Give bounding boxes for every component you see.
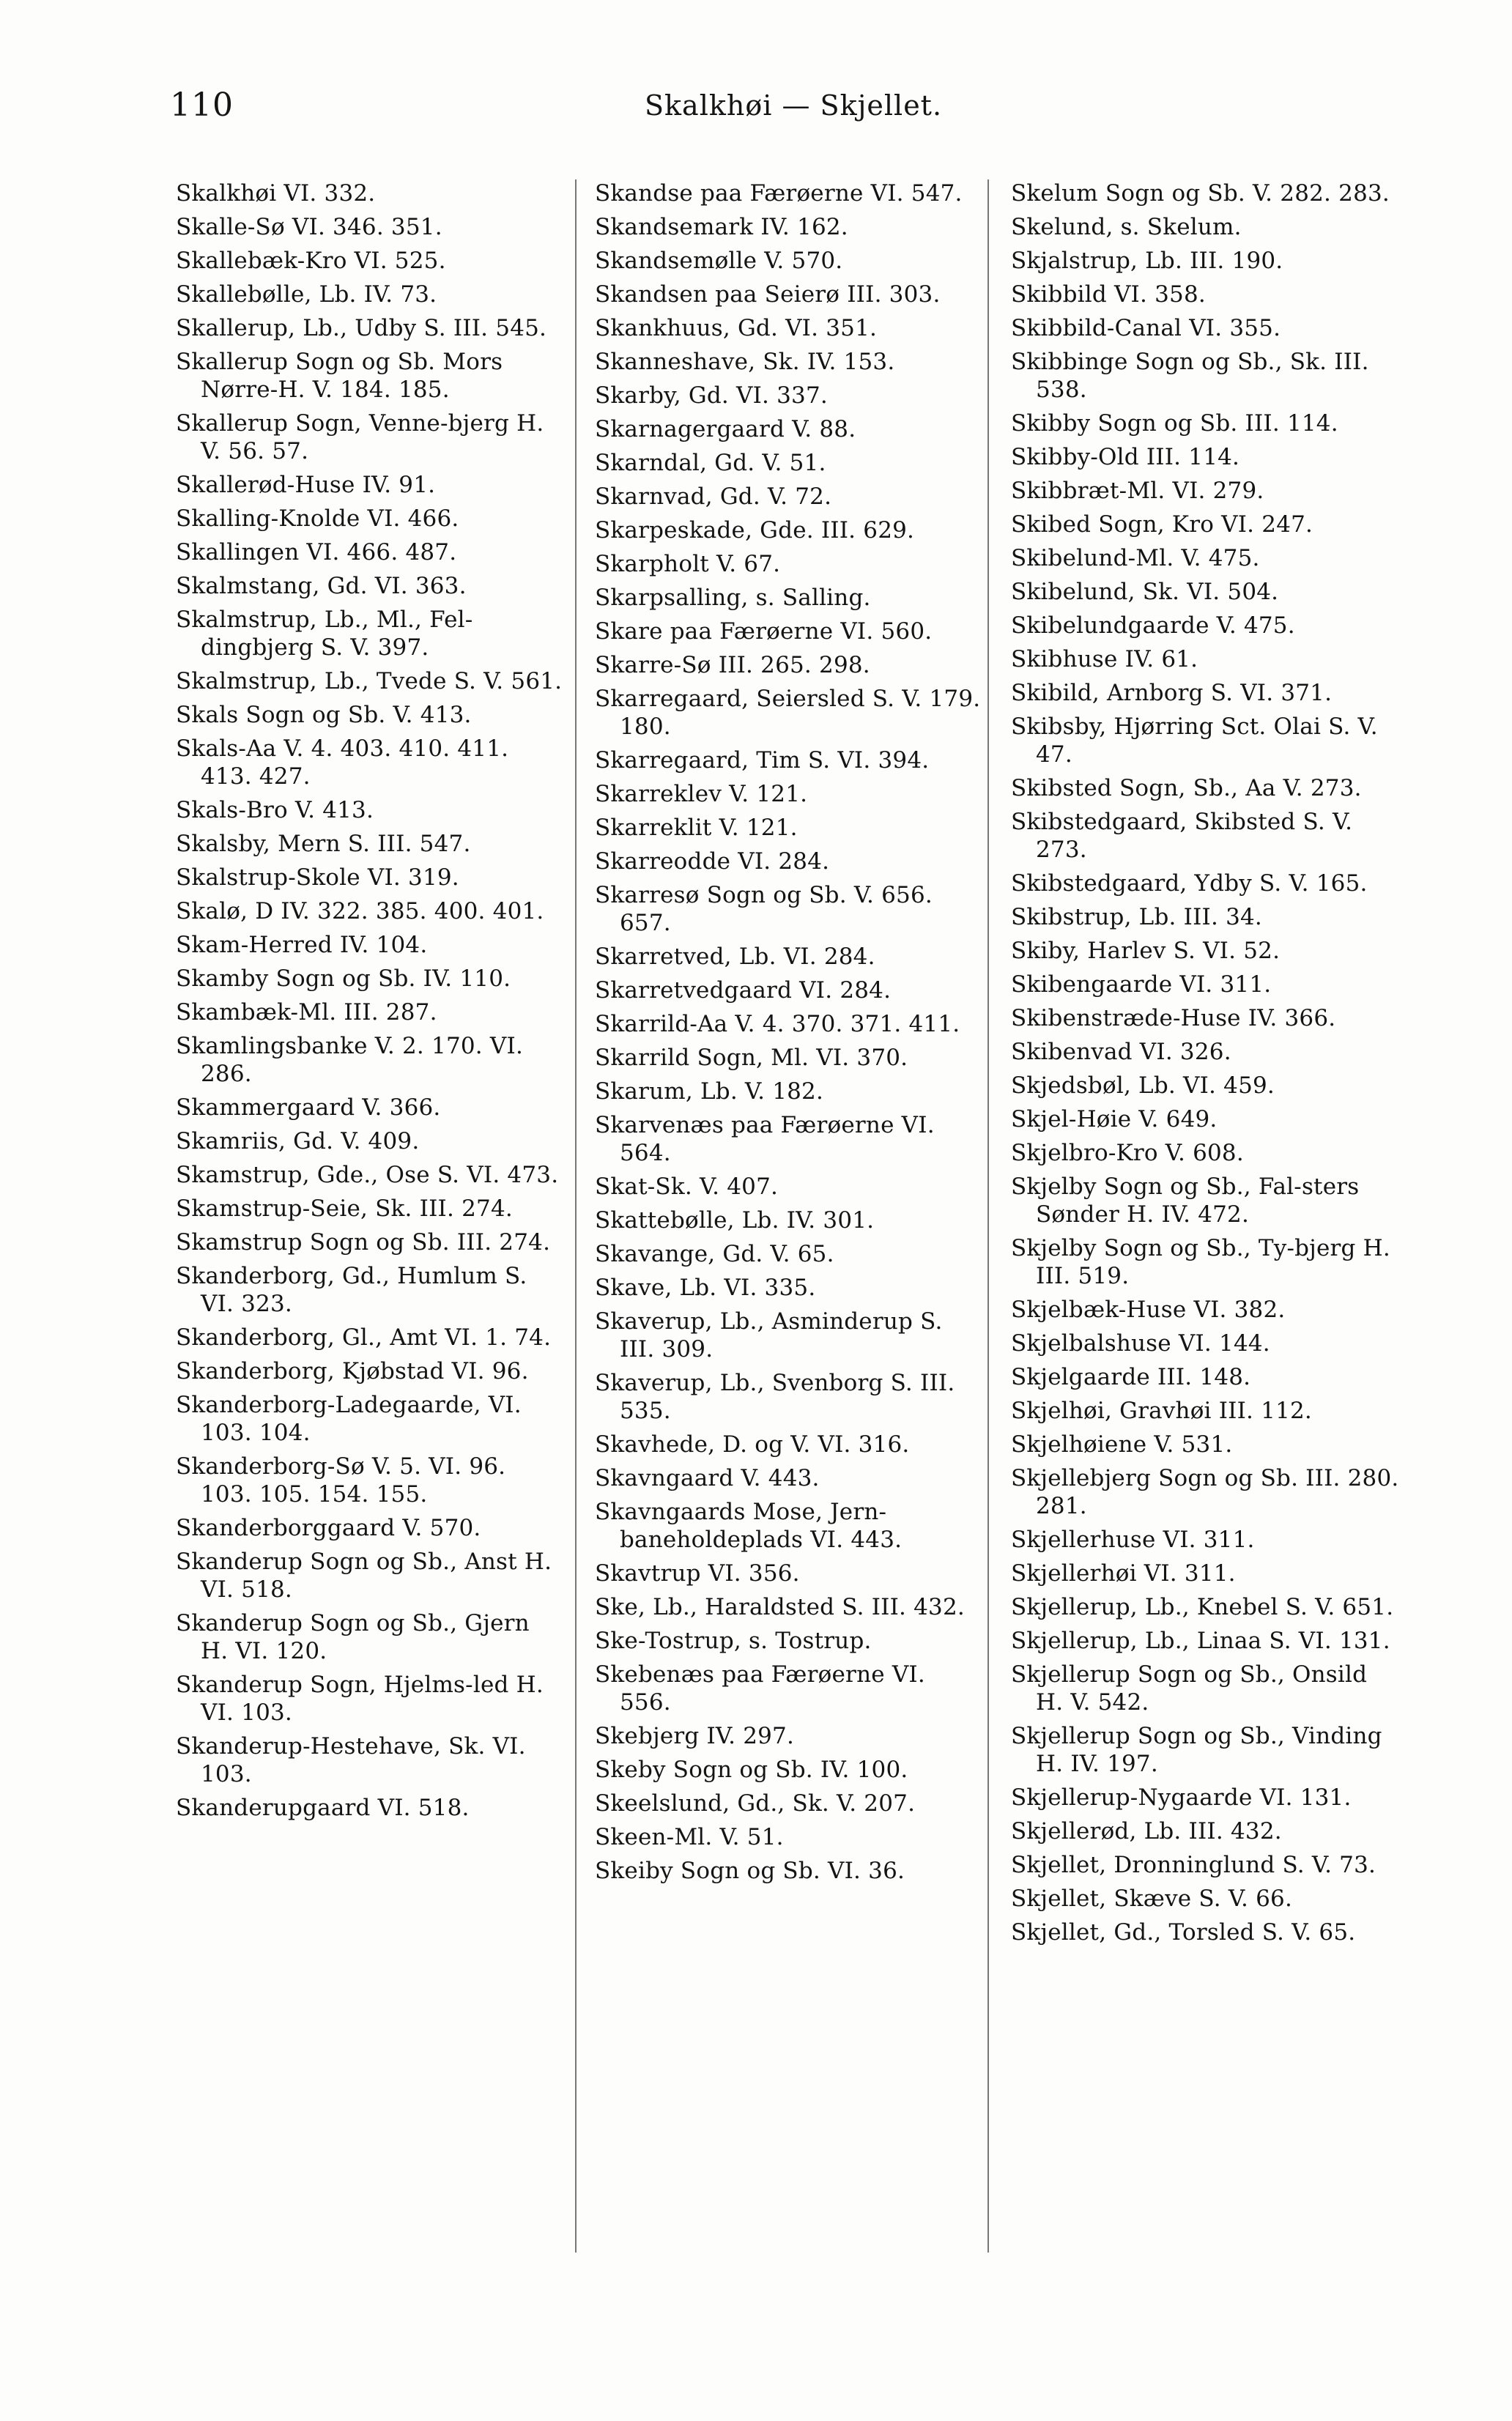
index-entry: Skamstrup-Seie, Sk. III. 274. <box>176 1195 513 1222</box>
index-entry: Skanderup-Hestehave, Sk. VI. 103. <box>176 1733 526 1787</box>
index-entry: Skibenstræde-Huse IV. 366. <box>1011 1005 1336 1031</box>
index-entry: Skibbinge Sogn og Sb., Sk. III. 538. <box>1011 349 1369 403</box>
page-number: 110 <box>170 86 234 124</box>
index-entry: Skjelhøi, Gravhøi III. 112. <box>1011 1398 1312 1424</box>
index-entry: Skibhuse IV. 61. <box>1011 646 1198 672</box>
index-entry: Skalling-Knolde VI. 466. <box>176 505 459 532</box>
index-entry: Skamstrup Sogn og Sb. III. 274. <box>176 1229 551 1256</box>
index-entry: Skanderupgaard VI. 518. <box>176 1795 470 1821</box>
index-entry: Skallerup Sogn og Sb. Mors Nørre-H. V. 184. 185. <box>176 349 503 403</box>
index-entry: Skibelundgaarde V. 475. <box>1011 612 1295 639</box>
index-entry: Skambæk-Ml. III. 287. <box>176 999 437 1026</box>
index-entry: Skarreklit V. 121. <box>595 815 798 841</box>
index-entry: Skarum, Lb. V. 182. <box>595 1078 824 1105</box>
index-entry: Skarby, Gd. VI. 337. <box>595 382 828 409</box>
index-entry: Skave, Lb. VI. 335. <box>595 1275 816 1301</box>
index-entry: Skalmstang, Gd. VI. 363. <box>176 573 467 599</box>
index-entry: Skalkhøi VI. 332. <box>176 180 376 207</box>
index-entry: Skjelgaarde III. 148. <box>1011 1364 1251 1390</box>
index-entry: Skavngaard V. 443. <box>595 1465 820 1491</box>
index-entry: Skibby-Old III. 114. <box>1011 444 1240 470</box>
index-entry: Skibengaarde VI. 311. <box>1011 971 1272 998</box>
index-entry: Skaverup, Lb., Svenborg S. III. 535. <box>595 1370 955 1424</box>
index-entry: Skallerup Sogn, Venne-bjerg H. V. 56. 57. <box>176 410 544 464</box>
index-entry: Skam-Herred IV. 104. <box>176 932 428 958</box>
index-entry: Skavange, Gd. V. 65. <box>595 1241 834 1267</box>
index-entry: Skalmstrup, Lb., Tvede S. V. 561. <box>176 668 563 694</box>
index-column-1 <box>176 179 564 1828</box>
index-entry: Skanderborg-Ladegaarde, VI. 103. 104. <box>176 1392 522 1446</box>
index-entry: Skibbild VI. 358. <box>1011 281 1206 308</box>
index-entry: Skibild, Arnborg S. VI. 371. <box>1011 680 1333 706</box>
index-entry: Skjel-Høie V. 649. <box>1011 1106 1218 1132</box>
index-entry: Skibsted Sogn, Sb., Aa V. 273. <box>1011 775 1362 801</box>
index-entry: Skare paa Færøerne VI. 560. <box>595 618 933 645</box>
index-entry: Skanderborg, Gd., Humlum S. VI. 323. <box>176 1263 527 1317</box>
index-entry: Skjelbalshuse VI. 144. <box>1011 1330 1270 1357</box>
index-entry: Skankhuus, Gd. VI. 351. <box>595 315 878 341</box>
index-entry: Skals-Aa V. 4. 403. 410. 411. 413. 427. <box>176 735 509 790</box>
index-entry: Skallingen VI. 466. 487. <box>176 539 457 566</box>
index-entry: Skavtrup VI. 356. <box>595 1560 800 1587</box>
index-entry: Skandsemølle V. 570. <box>595 248 843 274</box>
index-entry: Skjellerup, Lb., Knebel S. V. 651. <box>1011 1594 1394 1620</box>
index-entry: Skibsby, Hjørring Sct. Olai S. V. 47. <box>1011 713 1378 768</box>
index-entry: Skjellerup, Lb., Linaa S. VI. 131. <box>1011 1628 1390 1654</box>
index-entry: Skjelby Sogn og Sb., Fal-sters Sønder H. IV. 472. <box>1011 1174 1360 1228</box>
index-entry: Skarretvedgaard VI. 284. <box>595 977 892 1004</box>
index-entry: Skarregaard, Seiersled S. V. 179. 180. <box>595 686 981 740</box>
index-entry: Skanneshave, Sk. IV. 153. <box>595 349 895 375</box>
index-entry: Skebjerg IV. 297. <box>595 1723 795 1749</box>
index-entry: Skelum Sogn og Sb. V. 282. 283. <box>1011 180 1390 207</box>
index-entry: Skallerød-Huse IV. 91. <box>176 472 436 498</box>
index-entry: Skamby Sogn og Sb. IV. 110. <box>176 965 511 992</box>
index-entry: Skjellerhøi VI. 311. <box>1011 1560 1236 1587</box>
index-entry: Skanderborg-Sø V. 5. VI. 96. 103. 105. 154. 155. <box>176 1453 506 1508</box>
index-entry: Ske-Tostrup, s. Tostrup. <box>595 1628 872 1654</box>
index-entry: Skanderup Sogn og Sb., Gjern H. VI. 120. <box>176 1610 530 1664</box>
index-entry: Skarnvad, Gd. V. 72. <box>595 483 832 510</box>
index-entry: Skibbild-Canal VI. 355. <box>1011 315 1281 341</box>
index-entry: Skibby Sogn og Sb. III. 114. <box>1011 410 1338 437</box>
index-entry: Skibed Sogn, Kro VI. 247. <box>1011 511 1313 538</box>
index-entry: Skalmstrup, Lb., Ml., Fel-dingbjerg S. V. 397. <box>176 607 473 661</box>
index-entry: Skarreodde VI. 284. <box>595 848 830 875</box>
index-entry: Skelund, s. Skelum. <box>1011 214 1242 240</box>
index-entry: Skammergaard V. 366. <box>176 1094 441 1121</box>
index-entry: Skarregaard, Tim S. VI. 394. <box>595 747 930 774</box>
index-entry: Skarpsalling, s. Salling. <box>595 585 871 611</box>
index-entry: Skanderup Sogn og Sb., Anst H. VI. 518. <box>176 1549 552 1603</box>
index-entry: Skjelbro-Kro V. 608. <box>1011 1140 1244 1166</box>
index-entry: Skjelby Sogn og Sb., Ty-bjerg H. III. 519. <box>1011 1235 1390 1289</box>
index-entry: Skibstedgaard, Ydby S. V. 165. <box>1011 870 1368 897</box>
index-entry: Skavngaards Mose, Jern-baneholdeplads VI. 443. <box>595 1499 903 1553</box>
index-entry: Skalle-Sø VI. 346. 351. <box>176 214 442 240</box>
index-entry: Skjelbæk-Huse VI. 382. <box>1011 1297 1286 1323</box>
index-entry: Skanderup Sogn, Hjelms-led H. VI. 103. <box>176 1672 544 1726</box>
index-entry: Skjellebjerg Sogn og Sb. III. 280. 281. <box>1011 1465 1399 1519</box>
index-entry: Skarreklev V. 121. <box>595 781 808 807</box>
index-entry: Skals Sogn og Sb. V. 413. <box>176 702 472 728</box>
index-entry: Skeen-Ml. V. 51. <box>595 1824 784 1850</box>
index-entry: Skibstrup, Lb. III. 34. <box>1011 904 1262 930</box>
index-entry: Skeiby Sogn og Sb. VI. 36. <box>595 1858 905 1884</box>
index-entry: Skjellerup-Nygaarde VI. 131. <box>1011 1784 1352 1811</box>
index-entry: Skebenæs paa Færøerne VI. 556. <box>595 1661 925 1716</box>
index-entry: Skaverup, Lb., Asminderup S. III. 309. <box>595 1308 943 1362</box>
index-entry: Skjedsbøl, Lb. VI. 459. <box>1011 1072 1275 1099</box>
index-entry: Skjelhøiene V. 531. <box>1011 1431 1233 1458</box>
index-entry: Skarre-Sø III. 265. 298. <box>595 652 870 678</box>
index-entry: Skibelund, Sk. VI. 504. <box>1011 579 1279 605</box>
index-entry: Skarrild Sogn, Ml. VI. 370. <box>595 1045 908 1071</box>
index-entry: Skjellerhuse VI. 311. <box>1011 1527 1255 1553</box>
index-entry: Skjellerød, Lb. III. 432. <box>1011 1818 1282 1845</box>
index-entry: Skanderborg, Kjøbstad VI. 96. <box>176 1358 529 1384</box>
index-entry: Skarpeskade, Gde. III. 629. <box>595 517 915 544</box>
index-entry: Skarrild-Aa V. 4. 370. 371. 411. <box>595 1011 960 1037</box>
index-entry: Skallebølle, Lb. IV. 73. <box>176 281 437 308</box>
column-divider <box>575 179 577 2253</box>
index-entry: Skandsemark IV. 162. <box>595 214 848 240</box>
index-entry: Skibstedgaard, Skibsted S. V. 273. <box>1011 809 1353 863</box>
index-entry: Skarretved, Lb. VI. 284. <box>595 943 875 970</box>
index-entry: Skjellerup Sogn og Sb., Vinding H. IV. 197. <box>1011 1723 1382 1777</box>
index-entry: Skarnagergaard V. 88. <box>595 416 856 442</box>
index-entry: Skarpholt V. 67. <box>595 551 781 577</box>
index-entry: Skanderborg, Gl., Amt VI. 1. 74. <box>176 1324 552 1351</box>
index-entry: Skalsby, Mern S. III. 547. <box>176 831 471 857</box>
index-column-2 <box>595 179 983 1891</box>
index-entry: Skamriis, Gd. V. 409. <box>176 1128 420 1154</box>
index-entry: Skeby Sogn og Sb. IV. 100. <box>595 1757 908 1783</box>
index-entry: Skibelund-Ml. V. 475. <box>1011 545 1260 571</box>
index-entry: Skjellet, Dronninglund S. V. 73. <box>1011 1852 1376 1878</box>
index-entry: Skamstrup, Gde., Ose S. VI. 473. <box>176 1162 559 1188</box>
index-entry: Skibenvad VI. 326. <box>1011 1039 1231 1065</box>
index-entry: Skiby, Harlev S. VI. 52. <box>1011 938 1281 964</box>
index-entry: Skalø, D IV. 322. 385. 400. 401. <box>176 898 544 924</box>
index-entry: Skanderborggaard V. 570. <box>176 1515 481 1541</box>
index-entry: Skandse paa Færøerne VI. 547. <box>595 180 963 207</box>
index-entry: Skjalstrup, Lb. III. 190. <box>1011 248 1283 274</box>
index-entry: Skallebæk-Kro VI. 525. <box>176 248 446 274</box>
index-entry: Skalstrup-Skole VI. 319. <box>176 864 459 891</box>
running-head: Skalkhøi — Skjellet. <box>645 89 943 122</box>
index-entry: Skarvenæs paa Færøerne VI. 564. <box>595 1112 935 1166</box>
index-entry: Skarndal, Gd. V. 51. <box>595 450 826 476</box>
index-entry: Skandsen paa Seierø III. 303. <box>595 281 941 308</box>
index-entry: Skattebølle, Lb. IV. 301. <box>595 1207 875 1234</box>
index-entry: Skavhede, D. og V. VI. 316. <box>595 1431 910 1458</box>
index-entry: Skat-Sk. V. 407. <box>595 1174 779 1200</box>
index-entry: Skallerup, Lb., Udby S. III. 545. <box>176 315 547 341</box>
index-entry: Skjellet, Skæve S. V. 66. <box>1011 1886 1293 1912</box>
index-entry: Skeelslund, Gd., Sk. V. 207. <box>595 1790 916 1817</box>
index-entry: Skjellerup Sogn og Sb., Onsild H. V. 542. <box>1011 1661 1368 1716</box>
index-entry: Skamlingsbanke V. 2. 170. VI. 286. <box>176 1033 523 1087</box>
index-entry: Skjellet, Gd., Torsled S. V. 65. <box>1011 1919 1356 1946</box>
index-entry: Skibbræt-Ml. VI. 279. <box>1011 478 1264 504</box>
index-entry: Skarresø Sogn og Sb. V. 656. 657. <box>595 882 933 936</box>
index-entry: Ske, Lb., Haraldsted S. III. 432. <box>595 1594 965 1620</box>
index-column-3 <box>1011 179 1399 1952</box>
column-divider <box>987 179 989 2253</box>
index-entry: Skals-Bro V. 413. <box>176 797 374 823</box>
